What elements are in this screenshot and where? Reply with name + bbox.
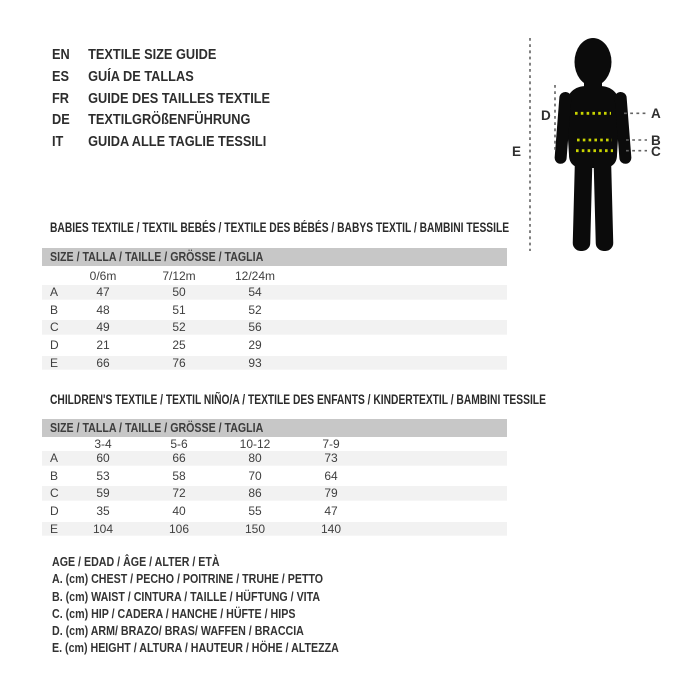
babies-size-table xyxy=(42,248,507,373)
table-cell: 93 xyxy=(248,355,262,370)
table-cell-empty xyxy=(293,320,369,338)
row-label: D xyxy=(50,504,59,519)
table-cell: 47 xyxy=(96,285,110,299)
children-section-title xyxy=(50,393,700,407)
column-header: 12/24m xyxy=(234,269,276,283)
table-cell: 79 xyxy=(324,486,338,501)
column-header: 7/12m xyxy=(162,269,196,283)
table-cell-empty xyxy=(293,356,369,374)
table-cell: 59 xyxy=(96,486,110,501)
measure-label-e: E xyxy=(512,144,522,159)
table-cell: 80 xyxy=(248,451,262,465)
language-code: IT xyxy=(52,134,64,151)
table-cell: 140 xyxy=(320,521,342,536)
table-cell: 40 xyxy=(172,504,186,519)
legend-item-waist: B. (cm) WAIST / CINTURA / TAILLE / HÜFTUNG / VITA xyxy=(52,588,321,604)
table-cell: 29 xyxy=(248,338,262,353)
language-code: DE xyxy=(52,112,70,129)
table-row xyxy=(42,338,507,356)
table-cell: 73 xyxy=(324,451,338,465)
table-cell: 56 xyxy=(248,320,262,335)
legend-item-arm: D. (cm) ARM/ BRAZO/ BRAS/ WAFFEN / BRACCIA xyxy=(52,623,304,639)
table-row xyxy=(42,504,507,522)
column-header: 7-9 xyxy=(322,437,340,451)
children-size-header-band xyxy=(42,419,507,437)
table-cell: 21 xyxy=(96,338,110,353)
language-code: FR xyxy=(52,90,70,107)
babies-section-title xyxy=(50,221,654,235)
legend-item-chest: A. (cm) CHEST / PECHO / POITRINE / TRUHE / PETTO xyxy=(52,571,324,587)
legend-item-hip: C. (cm) HIP / CADERA / HANCHE / HÜFTE / HIPS xyxy=(52,605,296,621)
table-cell: 86 xyxy=(248,486,262,501)
measure-label-c: C xyxy=(651,144,661,159)
table-cell: 76 xyxy=(172,355,186,370)
language-list xyxy=(52,45,300,154)
language-label: TEXTILGRÖßENFÜHRUNG xyxy=(88,112,251,129)
language-row-es xyxy=(52,67,270,89)
table-cell: 104 xyxy=(92,521,114,536)
table-cell-empty xyxy=(293,303,369,321)
babies-column-header-row xyxy=(42,266,507,285)
row-label: B xyxy=(50,468,59,483)
silhouette-leg-left xyxy=(573,153,593,251)
table-cell: 70 xyxy=(248,468,262,483)
language-label: GUIDA ALLE TAGLIE TESSILI xyxy=(88,134,267,151)
table-cell: 48 xyxy=(96,302,110,317)
table-cell: 64 xyxy=(324,468,338,483)
table-cell: 51 xyxy=(172,302,186,317)
table-cell: 47 xyxy=(324,504,338,519)
row-label: E xyxy=(50,355,59,370)
language-label: GUÍA DE TALLAS xyxy=(88,68,194,85)
table-cell: 60 xyxy=(96,451,110,465)
table-row xyxy=(42,469,507,487)
silhouette-leg-right xyxy=(593,153,613,251)
legend-item-height: E. (cm) HEIGHT / ALTURA / HAUTEUR / HÖHE / ALTEZZA xyxy=(52,640,339,656)
table-cell: 150 xyxy=(244,521,266,536)
legend-age-line: AGE / EDAD / ÂGE / ALTER / ETÀ xyxy=(52,554,220,569)
table-cell: 52 xyxy=(248,302,262,317)
row-label: B xyxy=(50,302,59,317)
table-cell: 35 xyxy=(96,504,110,519)
table-cell-empty xyxy=(293,338,369,356)
table-cell: 53 xyxy=(96,468,110,483)
babies-size-header-text: SIZE / TALLA / TAILLE / GRÖSSE / TAGLIA xyxy=(50,250,264,264)
table-cell: 52 xyxy=(172,320,186,335)
empty-corner-cell xyxy=(42,266,65,286)
measure-label-a: A xyxy=(651,106,661,121)
babies-section-title-text: BABIES TEXTILE / TEXTIL BEBÉS / TEXTILE DES BÉBÉS / BABYS TEXTIL / BAMBINI TESSILE xyxy=(50,220,510,235)
table-cell: 66 xyxy=(172,451,186,465)
row-label: C xyxy=(50,486,59,501)
silhouette-torso xyxy=(566,86,620,168)
table-cell: 55 xyxy=(248,504,262,519)
table-cell: 72 xyxy=(172,486,186,501)
table-cell: 49 xyxy=(96,320,110,335)
language-label: TEXTILE SIZE GUIDE xyxy=(88,47,217,63)
column-header: 5-6 xyxy=(170,437,188,451)
children-column-header-row xyxy=(42,437,507,451)
row-label: D xyxy=(50,338,59,353)
column-header: 3-4 xyxy=(94,437,112,451)
table-cell: 50 xyxy=(172,285,186,299)
language-code: EN xyxy=(52,47,70,63)
column-header-empty xyxy=(293,266,369,286)
table-row xyxy=(42,486,507,504)
language-row-de xyxy=(52,110,270,132)
table-cell: 58 xyxy=(172,468,186,483)
table-row xyxy=(42,522,507,540)
measurement-legend xyxy=(52,553,402,657)
row-label: C xyxy=(50,320,59,335)
row-label: A xyxy=(50,285,59,299)
row-label: A xyxy=(50,451,59,465)
table-cell: 66 xyxy=(96,355,110,370)
language-row-it xyxy=(52,132,270,154)
column-header: 10-12 xyxy=(239,437,271,451)
language-row-fr xyxy=(52,89,270,111)
table-cell: 54 xyxy=(248,285,262,299)
table-row xyxy=(42,285,507,303)
babies-size-header-band xyxy=(42,248,507,266)
table-row xyxy=(42,320,507,338)
children-section-title-text: CHILDREN'S TEXTILE / TEXTIL NIÑO/A / TEXTILE DES ENFANTS / KINDERTEXTIL / BAMBINI TESSILE xyxy=(50,392,546,407)
table-row xyxy=(42,451,507,469)
children-size-header-text: SIZE / TALLA / TAILLE / GRÖSSE / TAGLIA xyxy=(50,421,264,435)
measure-label-b: B xyxy=(651,133,661,148)
row-label: E xyxy=(50,521,59,536)
table-row xyxy=(42,356,507,374)
column-header: 0/6m xyxy=(89,269,117,283)
empty-corner-cell xyxy=(42,437,65,451)
measure-label-d: D xyxy=(541,108,551,123)
table-cell: 25 xyxy=(172,338,186,353)
table-row xyxy=(42,303,507,321)
language-code: ES xyxy=(52,68,70,85)
table-cell: 106 xyxy=(168,521,190,536)
language-label: GUIDE DES TAILLES TEXTILE xyxy=(88,90,271,107)
table-cell-empty xyxy=(293,285,369,303)
children-size-table xyxy=(42,419,507,539)
language-row-en xyxy=(52,45,270,67)
child-silhouette xyxy=(554,38,632,251)
